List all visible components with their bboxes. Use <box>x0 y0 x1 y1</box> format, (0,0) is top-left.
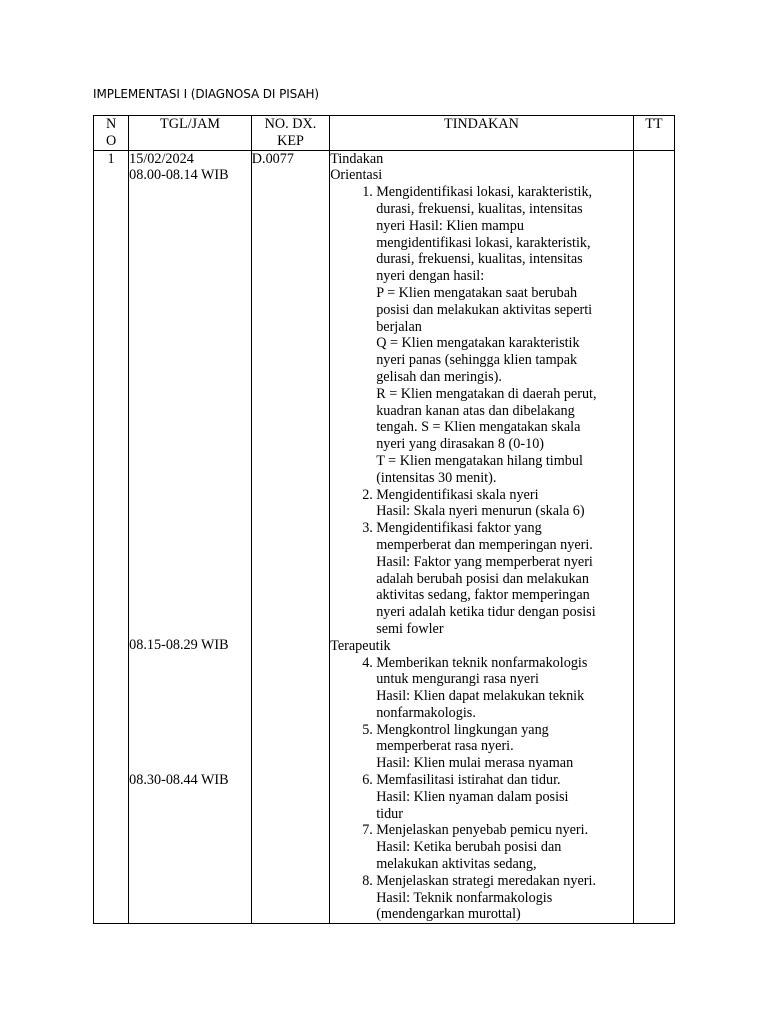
orientasi-list <box>330 184 633 638</box>
list-item-line: durasi, frekuensi, kualitas, intensitas <box>376 251 583 268</box>
list-item-line: memperberat rasa nyeri. <box>376 738 514 755</box>
list-item-line: nyeri dengan hasil: <box>376 268 485 285</box>
list-item-line: adalah berubah posisi dan melakukan <box>376 570 589 587</box>
list-item-line: Hasil: Ketika berubah posisi dan <box>376 839 562 856</box>
list-item-line: tengah. S = Klien mengatakan skala <box>376 419 581 436</box>
date-text: 15/02/2024 <box>129 150 194 167</box>
implementation-table <box>93 115 675 924</box>
list-item-line: berjalan <box>376 318 422 335</box>
list-item-text <box>376 772 568 822</box>
list-item-text <box>376 655 587 722</box>
list-item <box>330 772 633 822</box>
list-item-number <box>330 655 376 722</box>
list-item-number <box>330 772 376 822</box>
list-item-number-text: 6. <box>362 772 373 789</box>
time-slot-2: 08.15-08.29 WIB <box>129 637 229 654</box>
cell-tgl-jam <box>129 150 252 924</box>
list-item-number <box>330 520 376 638</box>
list-item-line: Mengidentifikasi skala nyeri <box>376 486 539 503</box>
list-item-text <box>376 520 595 638</box>
list-item-line: Menjelaskan penyebab pemicu nyeri. <box>376 822 589 839</box>
list-item-text <box>376 487 584 521</box>
list-item-line: kuadran kanan atas dan dibelakang <box>376 402 575 419</box>
list-item <box>330 822 633 872</box>
list-item-number <box>330 722 376 772</box>
list-item-line: gelisah dan meringis). <box>376 368 502 385</box>
list-item-line: Memfasilitasi istirahat dan tidur. <box>376 772 561 789</box>
list-item-line: nyeri yang dirasakan 8 (0-10) <box>376 436 545 453</box>
list-item-line: Hasil: Skala nyeri menurun (skala 6) <box>376 503 585 520</box>
list-item-line: Hasil: Teknik nonfarmakologis <box>376 889 553 906</box>
list-item-line: Mengidentifikasi lokasi, karakteristik, <box>376 184 593 201</box>
table-row <box>94 150 675 924</box>
list-item-line: T = Klien mengatakan hilang timbul <box>376 452 583 469</box>
cell-diagnosis-code: D.0077 <box>251 150 329 924</box>
list-item-line: P = Klien mengatakan saat berubah <box>376 284 578 301</box>
list-item-number-text: 3. <box>362 520 373 537</box>
list-item-number-text: 2. <box>362 486 373 503</box>
header-dx-line1: NO. DX. <box>264 116 317 132</box>
list-item <box>330 655 633 722</box>
list-item-text <box>376 873 596 923</box>
list-item <box>330 722 633 772</box>
list-item-line: (mendengarkan murottal) <box>376 906 521 923</box>
list-item-line: nyeri Hasil: Klien mampu <box>376 217 524 234</box>
terapeutik-list <box>330 655 633 924</box>
list-item-line: Mengidentifikasi faktor yang <box>376 520 542 537</box>
list-item-line: Hasil: Klien nyaman dalam posisi <box>376 788 569 805</box>
list-item-line: untuk mengurangi rasa nyeri <box>376 671 539 688</box>
list-item-number-text: 5. <box>362 721 373 738</box>
list-item <box>330 184 633 486</box>
header-no-line2: O <box>105 132 117 149</box>
list-item <box>330 873 633 923</box>
list-item-line: (intensitas 30 menit). <box>376 469 497 486</box>
time-slot-1: 08.00-08.14 WIB <box>129 167 229 184</box>
cell-no: 1 <box>94 150 129 924</box>
list-item-line: R = Klien mengatakan di daerah perut, <box>376 385 597 402</box>
list-item-line: Hasil: Klien mulai merasa nyaman <box>376 755 574 772</box>
list-item-line: nyeri adalah ketika tidur dengan posisi <box>376 604 596 621</box>
header-dx-line2: KEP <box>277 132 304 149</box>
list-item-line: Hasil: Faktor yang memperberat nyeri <box>376 553 593 570</box>
header-tindakan: TINDAKAN <box>330 116 634 151</box>
header-no-dx-kep <box>251 116 329 151</box>
header-tt: TT <box>633 116 674 151</box>
list-item-line: semi fowler <box>376 620 444 637</box>
list-item-line: tidur <box>376 805 403 822</box>
list-item-line: Memberikan teknik nonfarmakologis <box>376 654 588 671</box>
list-item-line: melakukan aktivitas sedang, <box>376 856 537 873</box>
list-item-line: posisi dan melakukan aktivitas seperti <box>376 301 593 318</box>
orientasi-label: Orientasi <box>330 167 383 184</box>
list-item-line: Menjelaskan strategi meredakan nyeri. <box>376 872 597 889</box>
list-item-number <box>330 822 376 872</box>
header-no-line1: N <box>105 116 117 132</box>
list-item-line: mengidentifikasi lokasi, karakteristik, <box>376 234 591 251</box>
list-item-text <box>376 722 573 772</box>
cell-tt <box>633 150 674 924</box>
list-item-line: nonfarmakologis. <box>376 704 476 721</box>
header-no <box>94 116 129 151</box>
list-item-line: Hasil: Klien dapat melakukan teknik <box>376 688 585 705</box>
list-item-text <box>376 184 596 486</box>
list-item-number-text: 1. <box>362 184 373 201</box>
list-item-number-text: 4. <box>362 654 373 671</box>
document-title: IMPLEMENTASI I (DIAGNOSA DI PISAH) <box>93 87 320 101</box>
list-item-line: memperberat dan memperingan nyeri. <box>376 536 593 553</box>
header-tgl-jam: TGL/JAM <box>129 116 252 151</box>
list-item <box>330 487 633 521</box>
list-item-line: aktivitas sedang, faktor memperingan <box>376 587 590 604</box>
list-item-line: durasi, frekuensi, kualitas, intensitas <box>376 200 583 217</box>
list-item-line: Mengkontrol lingkungan yang <box>376 721 549 738</box>
cell-tindakan <box>330 150 634 924</box>
tindakan-label: Tindakan <box>330 150 384 167</box>
list-item-line: Q = Klien mengatakan karakteristik <box>376 335 580 352</box>
list-item-number <box>330 184 376 486</box>
table-header-row <box>94 116 675 151</box>
list-item-number-text: 7. <box>362 822 373 839</box>
time-slot-3: 08.30-08.44 WIB <box>129 771 229 788</box>
list-item-number-text: 8. <box>362 872 373 889</box>
list-item-number <box>330 487 376 521</box>
list-item-text <box>376 822 588 872</box>
list-item-number <box>330 873 376 923</box>
list-item-line: nyeri panas (sehingga klien tampak <box>376 352 578 369</box>
list-item <box>330 520 633 638</box>
terapeutik-label: Terapeutik <box>330 637 391 654</box>
